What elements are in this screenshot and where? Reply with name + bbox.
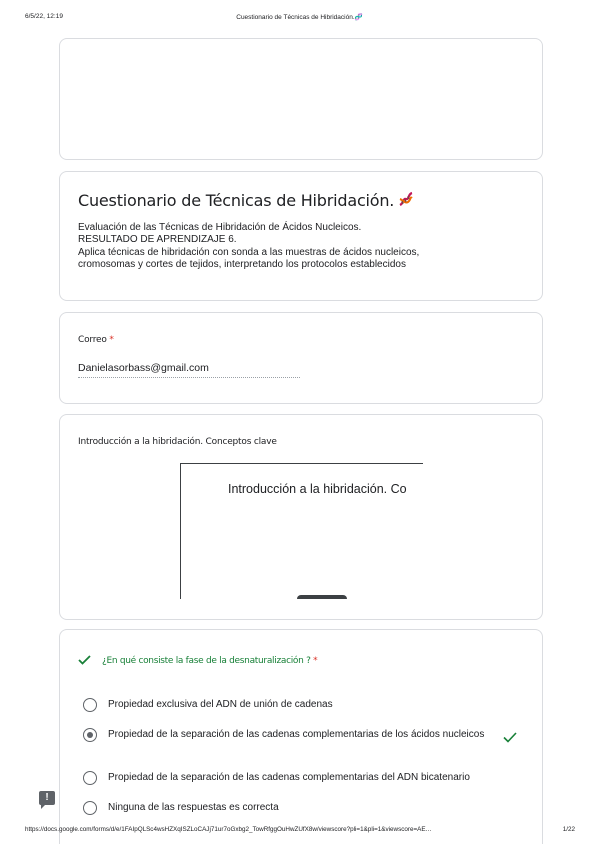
- page-url: https://docs.google.com/forms/d/e/1FAIpQLSc4wsHZXqISZLoCAJj71ur7oGxbg2_TowRfggOuHwZUfX8w/viewscore?pli=1&pli=1&viewscore=AE…: [25, 826, 432, 833]
- answer-option[interactable]: [83, 771, 523, 785]
- page-number: 1/22: [562, 826, 575, 833]
- print-title: Cuestionario de Técnicas de Hibridación.🧬: [236, 14, 363, 21]
- question-header: [78, 652, 317, 670]
- option-label: Propiedad de la separación de las cadenas complementarias de los ácidos nucleicos: [108, 729, 485, 740]
- radio-button[interactable]: [83, 801, 97, 815]
- answer-option[interactable]: [83, 801, 523, 815]
- question-text-value: ¿En qué consiste la fase de la desnaturalización ?: [102, 656, 311, 666]
- description-line: RESULTADO DE APRENDIZAJE 6.: [78, 234, 237, 246]
- form-title-card: [59, 171, 543, 301]
- answer-option[interactable]: [83, 698, 523, 712]
- required-asterisk: *: [313, 656, 318, 666]
- print-date: 6/5/22, 12:19: [25, 13, 63, 20]
- feedback-icon[interactable]: !: [39, 791, 55, 805]
- question-text: [102, 656, 317, 666]
- radio-button[interactable]: [83, 771, 97, 785]
- option-label: Propiedad exclusiva del ADN de unión de cadenas: [108, 699, 333, 710]
- form-description: [78, 222, 528, 272]
- required-asterisk: *: [109, 335, 114, 345]
- video-player[interactable]: [180, 463, 423, 599]
- radio-button[interactable]: [83, 698, 97, 712]
- email-card: [59, 312, 543, 404]
- description-line: Aplica técnicas de hibridación con sonda a las muestras de ácidos nucleicos,: [78, 246, 420, 258]
- email-field[interactable]: Danielasorbass@gmail.com: [78, 362, 209, 374]
- email-field-underline: [78, 377, 300, 378]
- question-card: [59, 629, 543, 844]
- print-footer: [25, 826, 575, 838]
- correct-answer-check-icon: [503, 730, 517, 748]
- dna-icon: [397, 190, 415, 212]
- option-label: Propiedad de la separación de las cadenas complementarias del ADN bicatenario: [108, 772, 470, 783]
- email-label: [78, 335, 114, 345]
- print-header: [0, 13, 599, 25]
- video-control-handle[interactable]: [297, 595, 347, 599]
- radio-button-selected[interactable]: [83, 728, 97, 742]
- video-section-title: Introducción a la hibridación. Conceptos clave: [78, 437, 277, 447]
- option-label: Ninguna de las respuestas es correcta: [108, 802, 279, 813]
- description-line: cromosomas y cortes de tejidos, interpretando los protocolos establecidos: [78, 259, 406, 271]
- description-line: Evaluación de las Técnicas de Hibridación de Ácidos Nucleicos.: [78, 222, 362, 233]
- form-title-text: Cuestionario de Técnicas de Hibridación.: [78, 191, 395, 210]
- video-section-card: [59, 414, 543, 620]
- correct-check-icon: [78, 652, 91, 670]
- email-label-text: Correo: [78, 335, 107, 345]
- header-banner-card: [59, 38, 543, 160]
- answer-option-selected[interactable]: [83, 728, 523, 742]
- form-title: [78, 190, 415, 212]
- video-title: Introducción a la hibridación. Co: [228, 482, 407, 496]
